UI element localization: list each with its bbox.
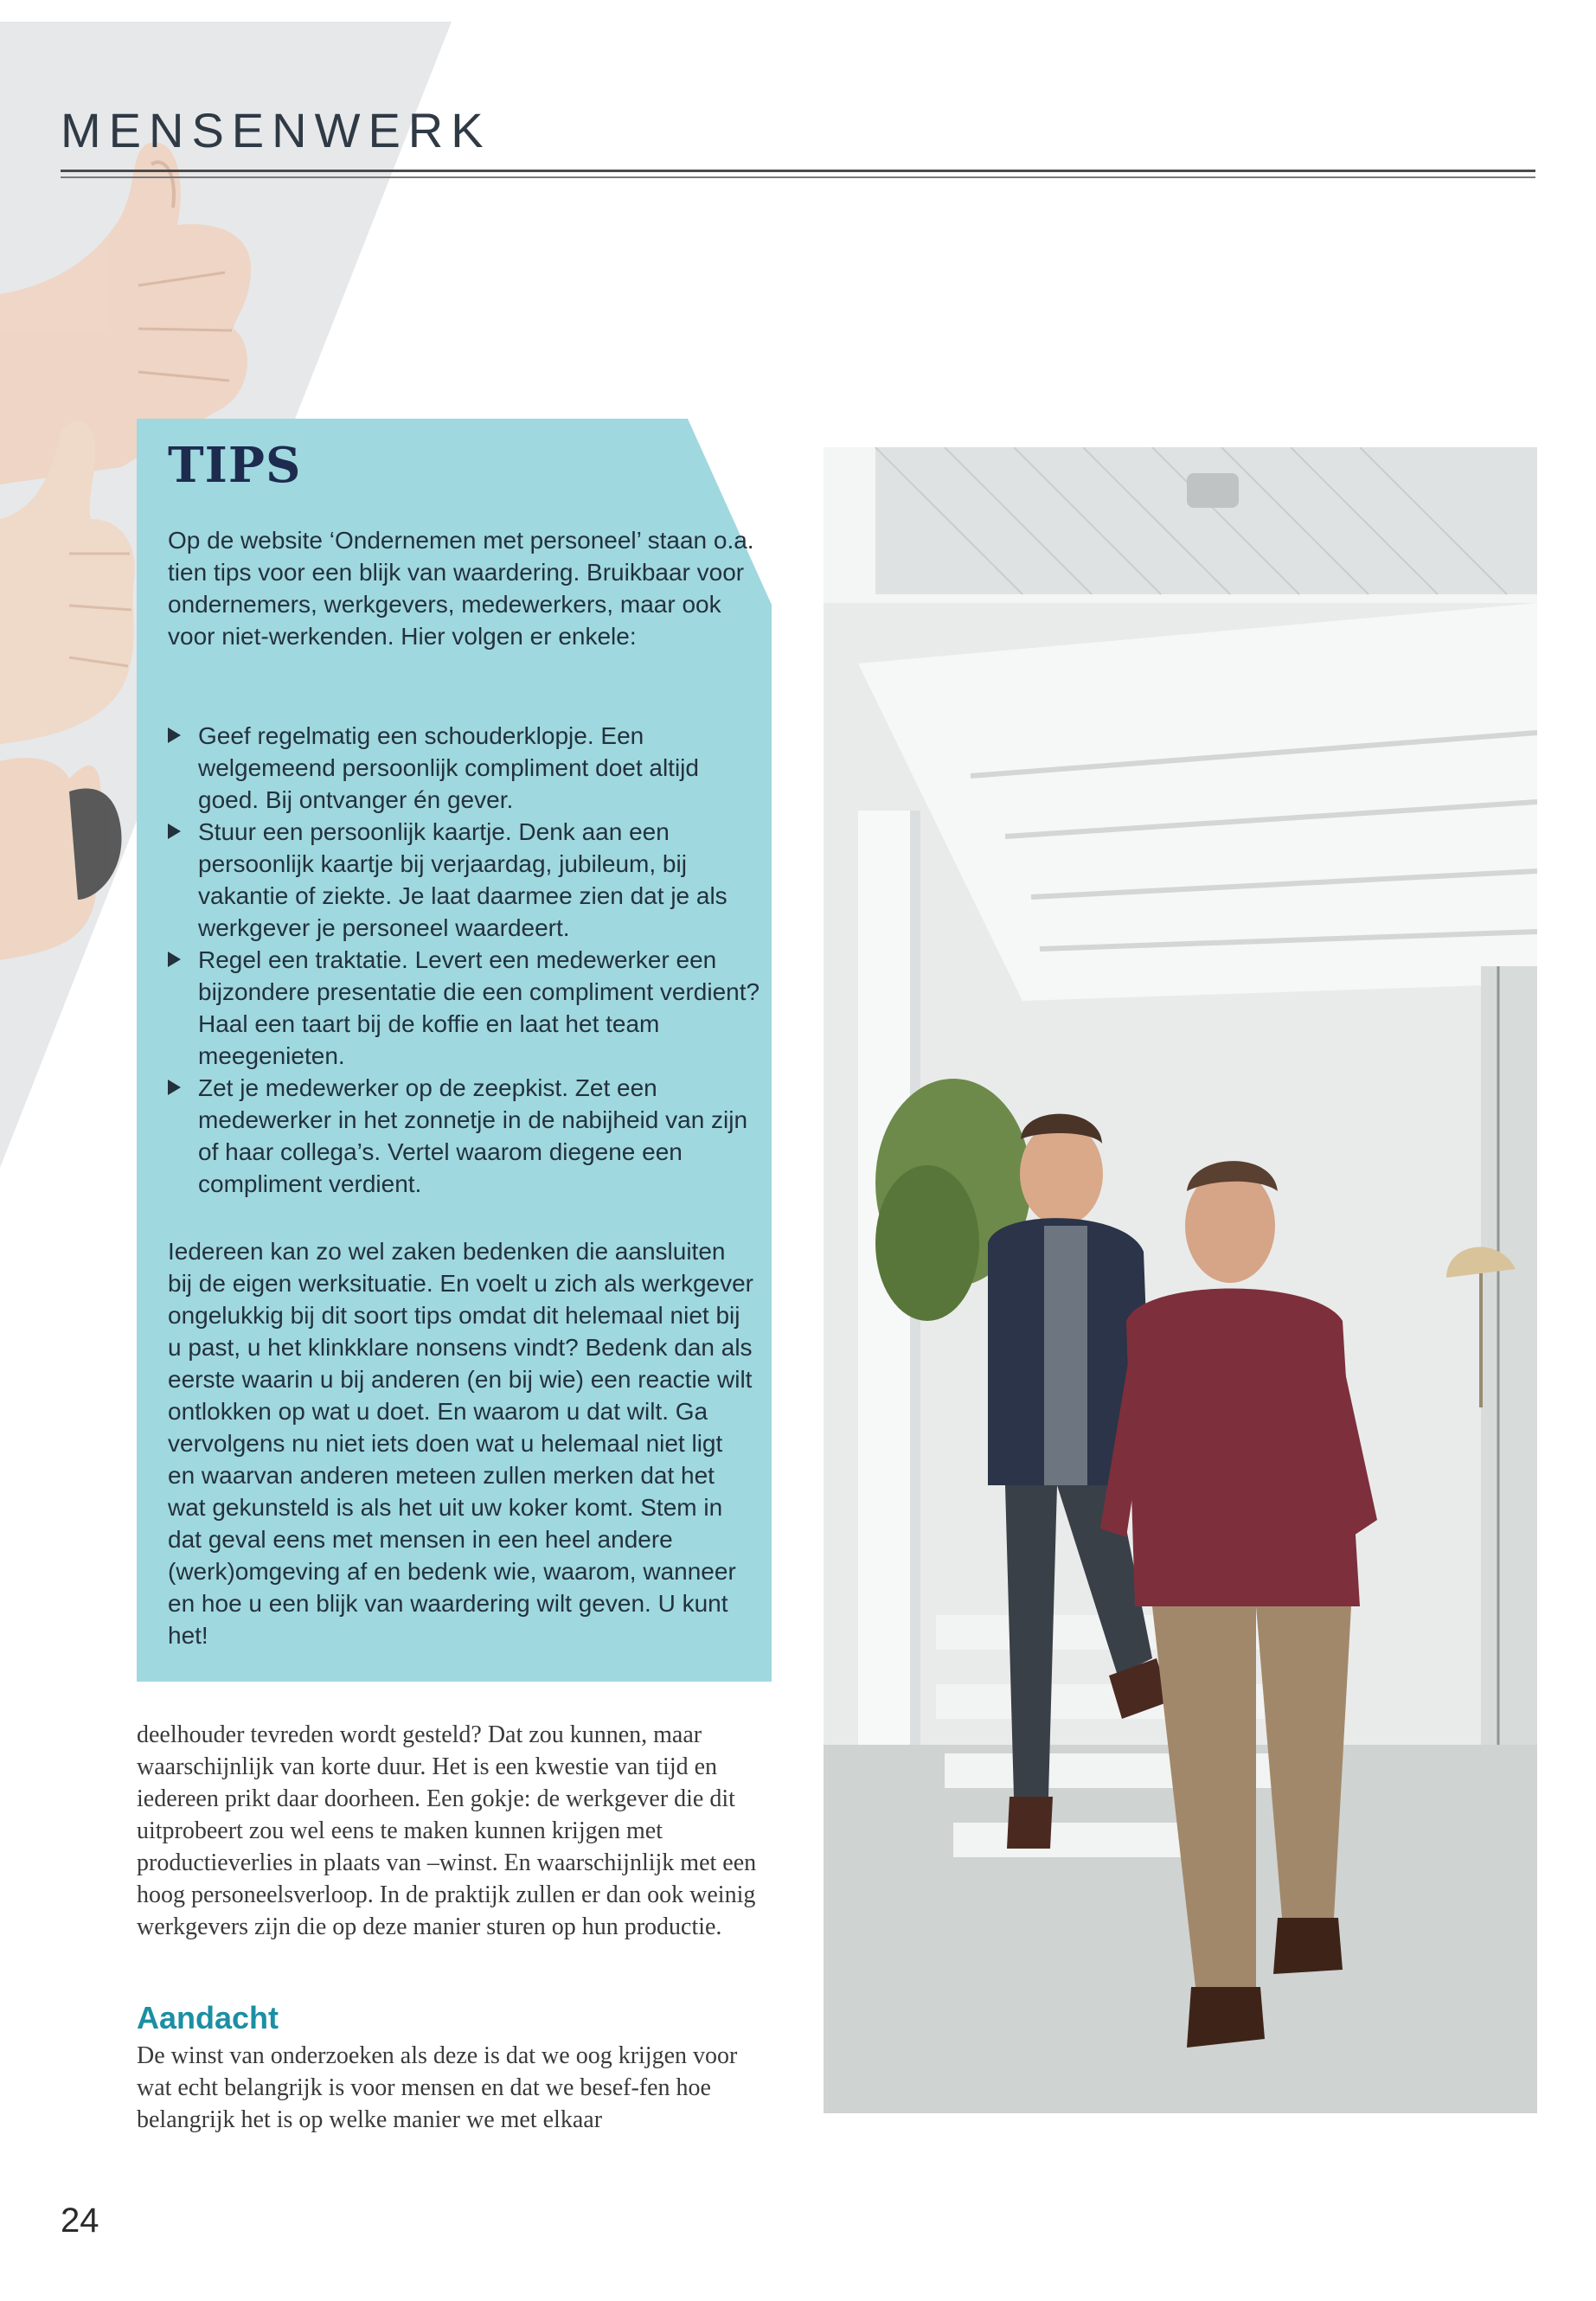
tips-list-item	[168, 816, 765, 944]
tips-title: TIPS	[168, 437, 302, 494]
tips-list-item-text: Stuur een persoonlijk kaartje. Denk aan een persoonlijk kaartje bij verjaardag, jubileum, bij vakantie of ziekte. Je laat daarmee zien dat je als werkgever je personeel waardeert.	[198, 818, 727, 941]
bullet-triangle-icon	[168, 824, 181, 839]
page-number: 24	[61, 2202, 99, 2240]
bullet-triangle-icon	[168, 952, 181, 967]
bullet-triangle-icon	[168, 727, 181, 743]
tips-list-item	[168, 720, 765, 816]
body-paragraph: deelhouder tevreden wordt gesteld? Dat zou kunnen, maar waarschijnlijk van korte duur. Het is een kwestie van tijd en iedereen prikt daar doorheen. Een gokje: de werkgever die dit uitprobeert zou wel eens te maken kunnen krijgen met productieverlies in plaats van –winst. En waarschijnlijk met een hoog personeelsverloop. In de praktijk zullen er dan ook weinig werkgevers zijn die op deze manier sturen op hun productie.	[137, 1721, 757, 1940]
tips-list	[168, 720, 765, 1200]
tips-intro: Op de website ‘Ondernemen met personeel’ staan o.a. tien tips voor een blijk van waardering. Bruikbaar voor ondernemers, werkgevers, medewerkers, maar ook voor niet-werkenden. Hier volgen er enkele:	[168, 527, 754, 650]
body-paragraph: De winst van onderzoeken als deze is dat we oog krijgen voor wat echt belangrijk is voor mensen en dat we besef-fen hoe belangrijk het is op welke manier we met elkaar	[137, 2042, 738, 2133]
tips-outro: Iedereen kan zo wel zaken bedenken die aansluiten bij de eigen werksituatie. En voelt u zich als werkgever ongelukkig bij dit soort tips omdat dit helemaal niet bij u past, u het klinkklare nonsens vindt? Bedenk dan als eerste waarin u bij anderen (en bij wie) een reactie wilt ontlokken op wat u doet. En waarom u dat wilt. Ga vervolgens nu niet iets doen wat u helemaal niet ligt en waarvan anderen meteen zullen merken dat het wat gekunsteld is als het uit uw koker komt. Stem in dat geval eens met mensen in een heel andere (werk)omgeving af en bedenk wie, waarom, wanneer en hoe u een blijk van waardering wilt geven. U kunt het!	[168, 1238, 754, 1649]
header-rule	[61, 170, 1535, 172]
header-rule-secondary	[61, 176, 1535, 178]
tips-list-item-text: Geef regelmatig een schouderklopje. Een welgemeend persoonlijk compliment doet altijd goed. Bij ontvanger én gever.	[198, 722, 699, 813]
tips-list-item-text: Regel een traktatie. Levert een medewerker een bijzondere presentatie die een compliment verdient? Haal een taart bij de koffie en laat het team meegenieten.	[198, 946, 760, 1069]
tips-list-item-text: Zet je medewerker op de zeepkist. Zet een medewerker in het zonnetje in de nabijheid van zijn of haar collega’s. Vertel waarom diegene een compliment verdient.	[198, 1074, 748, 1197]
section-heading: Aandacht	[137, 2000, 279, 2035]
tips-list-item	[168, 944, 765, 1072]
section-title: MENSENWERK	[61, 103, 491, 157]
bullet-triangle-icon	[168, 1080, 181, 1095]
tips-list-item	[168, 1072, 765, 1200]
office-staircase-photo	[824, 447, 1537, 2113]
